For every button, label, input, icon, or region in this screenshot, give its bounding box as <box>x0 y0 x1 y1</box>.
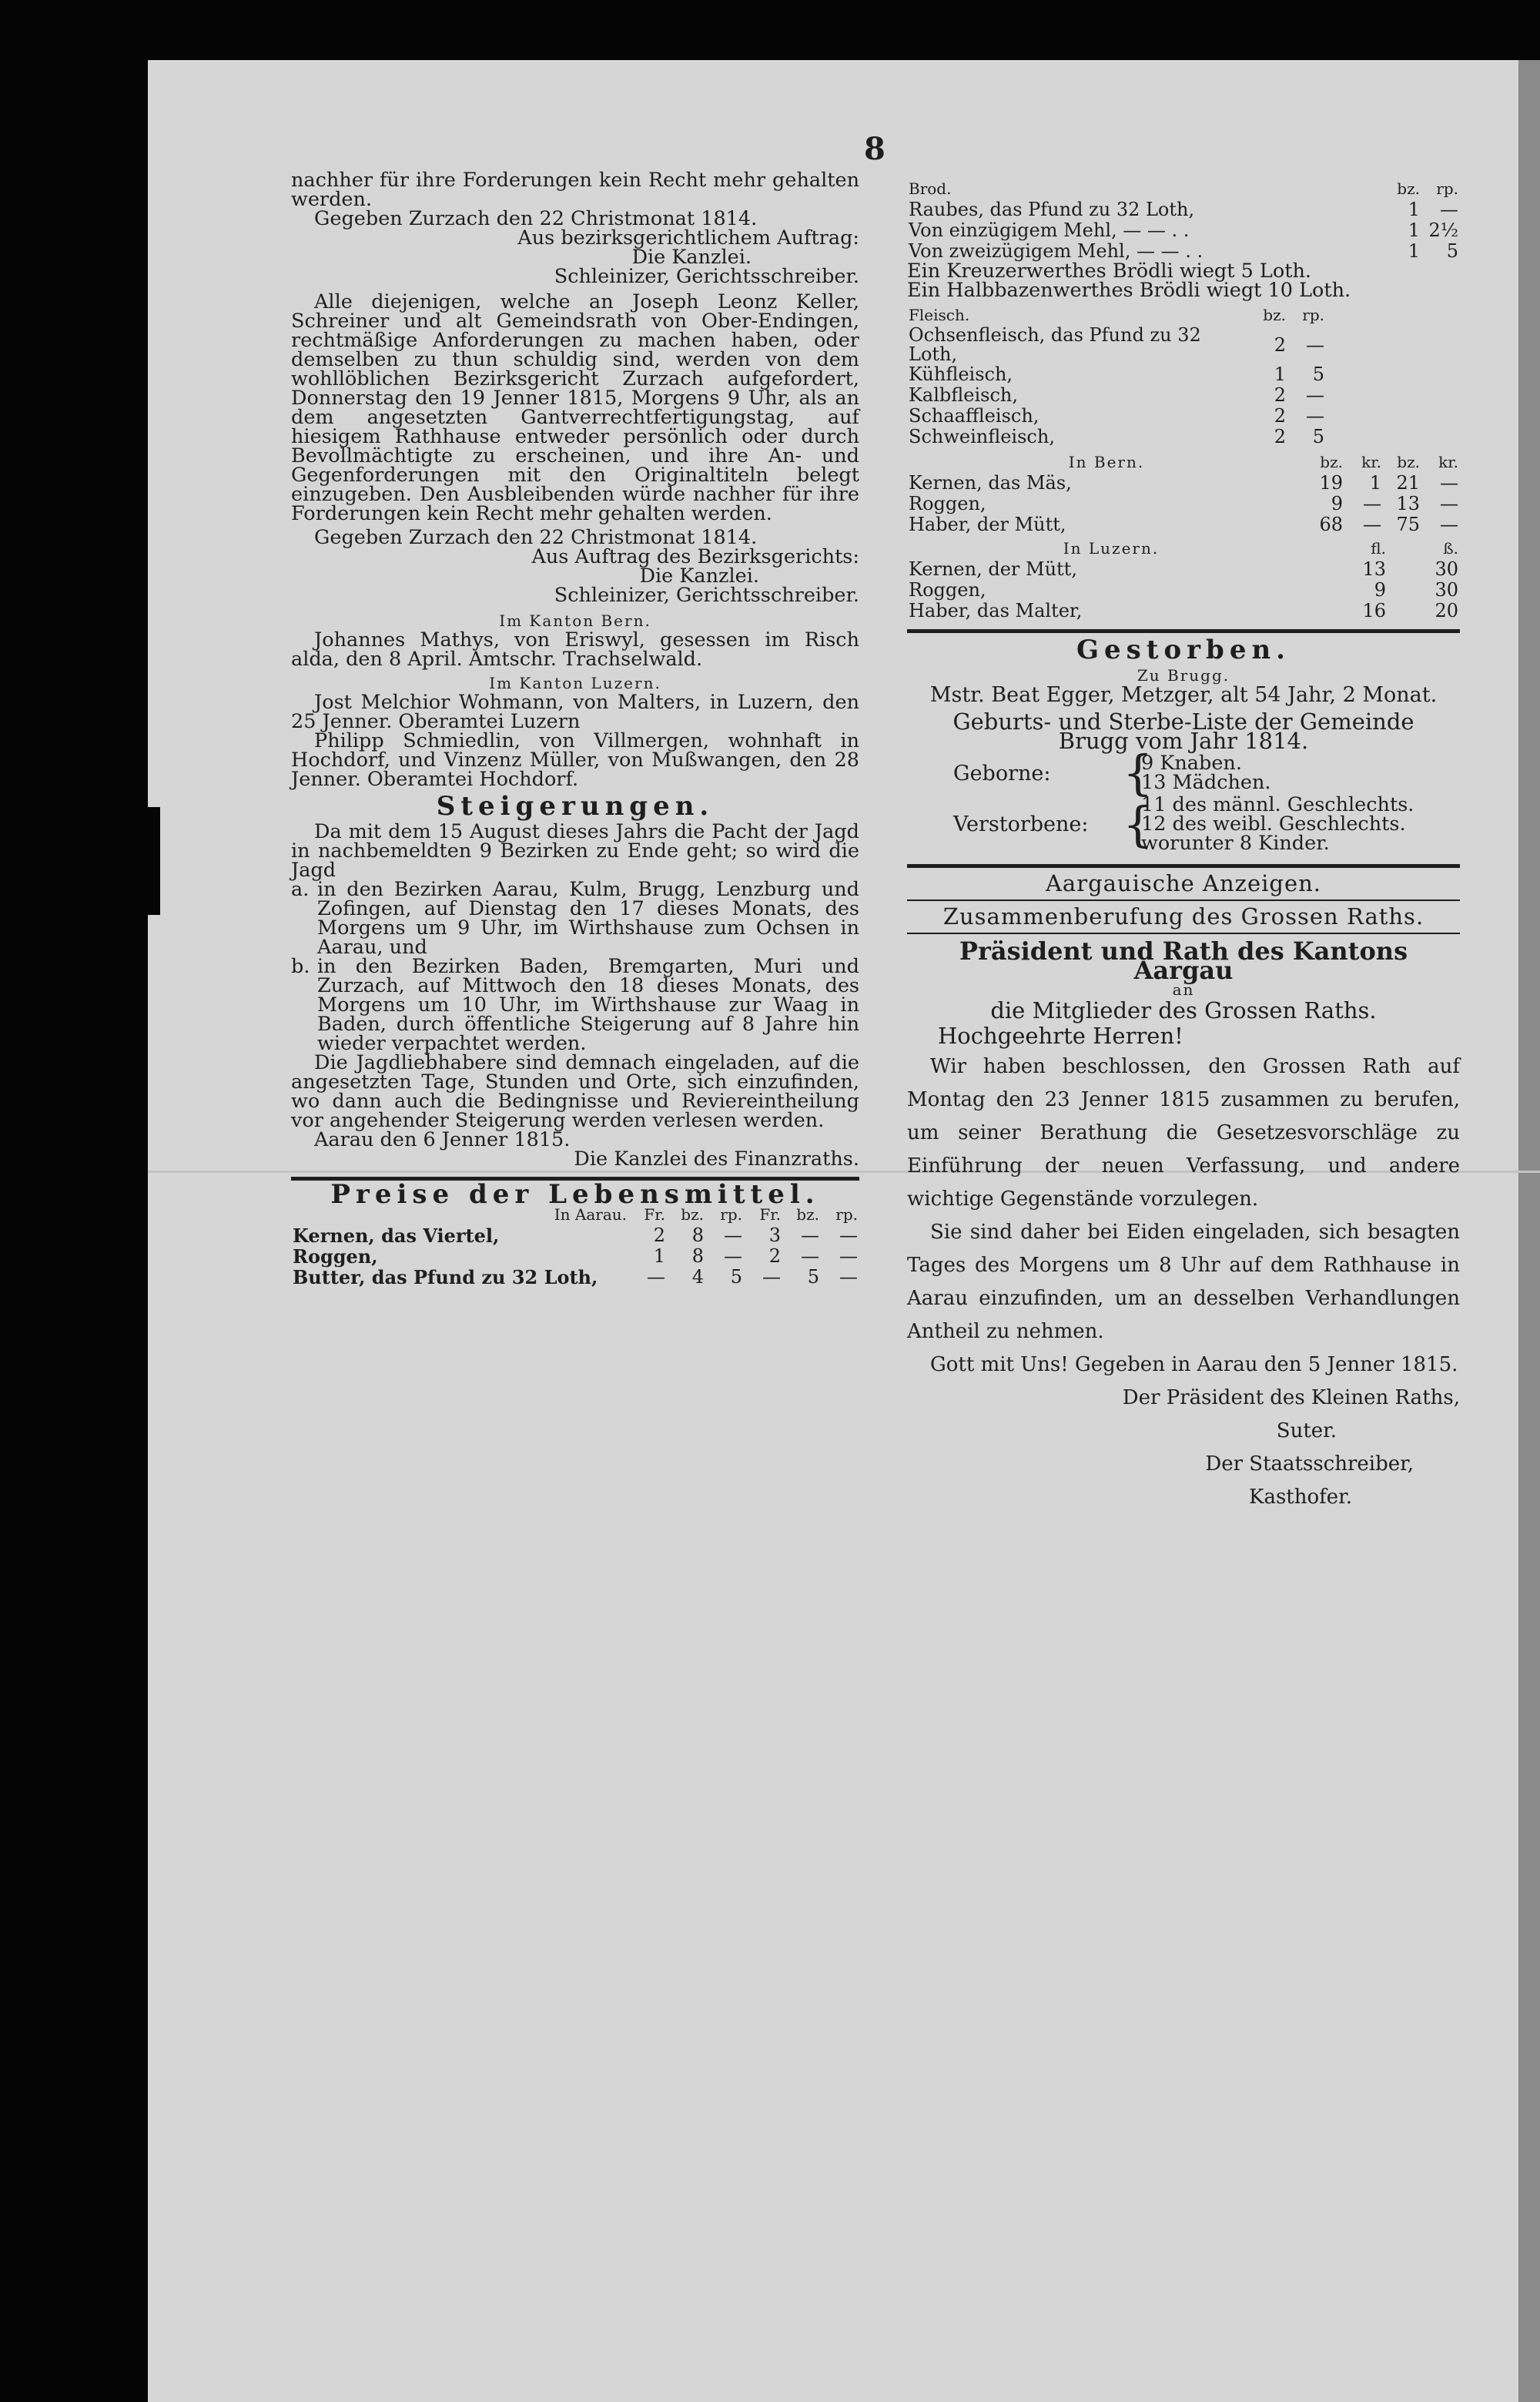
cell: 2½ <box>1428 219 1458 241</box>
page-edge <box>1518 60 1540 2402</box>
luzern-entry-2: Philipp Schmiedlin, von Villmergen, wohnhaft in Hochdorf, und Vinzenz Müller, von Mußwangen, den 28 Jenner. Oberamtei Hochdorf. <box>291 729 859 791</box>
cell: 5 <box>730 1266 742 1288</box>
row-label: Haber, das Malter, <box>909 600 1083 621</box>
steigerungen-signature: Die Kanzlei des Finanzraths. <box>574 1147 859 1171</box>
geborne-label: Geborne: <box>953 761 1051 786</box>
table-row <box>907 406 1460 427</box>
cell: 16 <box>1362 600 1386 621</box>
bern-col: bz. <box>1397 453 1420 471</box>
row-label: Kernen, das Viertel, <box>293 1224 500 1247</box>
cell: 20 <box>1435 600 1458 621</box>
verstorbene-label: Verstorbene: <box>953 812 1089 836</box>
cell: — <box>762 1266 781 1288</box>
row-label: Ochsenfleisch, das Pfund zu 32 Loth, <box>909 324 1201 365</box>
cell: 13 <box>1362 558 1386 580</box>
brace-icon: { <box>1123 745 1153 801</box>
cell: 9 <box>1374 579 1386 601</box>
cell: — <box>1363 514 1381 535</box>
brod-weight-line-1: Ein Kreuzerwerthes Brödli wiegt 5 Loth. <box>907 260 1311 283</box>
cell: — <box>1306 405 1324 427</box>
gestorben-place: Zu Brugg. <box>1137 666 1230 685</box>
cell: 2 <box>1274 426 1286 447</box>
row-label: Schaaffleisch, <box>909 405 1040 427</box>
table-row <box>907 514 1460 535</box>
notice-2-signature-office: Die Kanzlei. <box>639 564 759 588</box>
notice-1-date: Gegeben Zurzach den 22 Christmonat 1814. <box>314 207 758 230</box>
bern-col: kr. <box>1438 453 1458 471</box>
gestorben-entry: Mstr. Beat Egger, Metzger, alt 54 Jahr, 2 Monat. <box>929 683 1438 707</box>
preise-heading: Preise der Lebensmittel. <box>330 1179 820 1210</box>
luzern-col: ß. <box>1443 539 1458 558</box>
cell: 2 <box>1274 384 1286 406</box>
verstorbene-items <box>1141 793 1460 855</box>
brod-heading: Brod. <box>909 179 952 198</box>
praesident-heading: Präsident und Rath des Kantons Aargau <box>959 936 1408 985</box>
row-label: Von zweizügigem Mehl, — — . . <box>909 240 1204 262</box>
table-row <box>907 385 1460 406</box>
luzern-header-row <box>907 538 1460 559</box>
item-a-text: in den Bezirken Aarau, Kulm, Brugg, Lenzburg und Zofingen, auf Dienstag den 17 dieses Monats, des Morgens um 9 Uhr, im Wirthshause zum Ochsen in Aarau, und <box>317 878 859 959</box>
verstorbene-maennl: 11 des männl. Geschlechts. <box>1141 793 1414 816</box>
preise-col: bz. <box>681 1205 704 1224</box>
cell: 13 <box>1396 493 1420 514</box>
cell: 8 <box>691 1245 704 1267</box>
table-row <box>291 1225 859 1246</box>
signature-praesident-title: Der Präsident des Kleinen Raths, <box>1122 1386 1460 1409</box>
section-rule <box>907 933 1460 934</box>
table-row <box>907 199 1460 220</box>
brod-table <box>907 179 1460 262</box>
table-row <box>907 580 1460 601</box>
cell: 5 <box>1312 426 1324 447</box>
notice-1-signature-name: Schleinizer, Gerichtsschreiber. <box>554 265 859 288</box>
item-b-label: b. <box>291 955 310 978</box>
cell: — <box>647 1266 665 1288</box>
brod-col: rp. <box>1436 179 1458 198</box>
table-row <box>907 220 1460 241</box>
table-row <box>291 1267 859 1288</box>
brod-col: bz. <box>1397 179 1420 198</box>
cell: — <box>1440 472 1458 494</box>
geborne-items <box>1141 754 1460 792</box>
cell: — <box>839 1266 858 1288</box>
cell: — <box>1440 199 1458 220</box>
letter-paragraph-2: Sie sind daher bei Eiden eingeladen, sich besagten Tages des Morgens um 8 Uhr auf dem Rathhause in Aarau einzufinden, um an desselben Verhandlungen Antheil zu nehmen. <box>907 1221 1460 1343</box>
luzern-subheading: Im Kanton Luzern. <box>489 674 661 692</box>
fleisch-col: bz. <box>1263 306 1286 324</box>
cell: — <box>801 1245 819 1267</box>
geborne-group <box>953 745 1460 801</box>
notice-1-signature-line: Aus bezirksgerichtlichem Auftrag: <box>517 226 859 250</box>
cell: 1 <box>1408 240 1420 262</box>
geborne-maedchen: 13 Mädchen. <box>1141 771 1271 794</box>
preise-table <box>291 1204 859 1288</box>
right-column <box>907 179 1460 1514</box>
preise-col: Fr. <box>644 1205 665 1224</box>
row-label: Kernen, das Mäs, <box>909 472 1072 494</box>
table-row <box>907 241 1460 262</box>
cell: 1 <box>653 1245 665 1267</box>
salutation: Hochgeehrte Herren! <box>938 1023 1183 1049</box>
binding-hole <box>137 807 160 915</box>
table-row <box>907 326 1460 364</box>
row-label: Kühfleisch, <box>909 363 1013 385</box>
cell: 68 <box>1319 514 1343 535</box>
cell: 3 <box>768 1224 781 1246</box>
page-number: 8 <box>864 131 886 167</box>
cell: 19 <box>1319 472 1343 494</box>
notice-2-date: Gegeben Zurzach den 22 Christmonat 1814. <box>314 526 758 549</box>
cell: 1 <box>1369 472 1381 494</box>
notice-2-signature-line: Aus Auftrag des Bezirksgerichts: <box>531 545 859 568</box>
left-column <box>291 171 859 1288</box>
cell: 8 <box>691 1224 704 1246</box>
cell: 2 <box>1274 333 1286 356</box>
gestorben-heading: Gestorben. <box>1076 635 1291 665</box>
preise-col: rp. <box>835 1205 858 1224</box>
table-row <box>907 427 1460 447</box>
cell: 2 <box>1274 405 1286 427</box>
steigerungen-intro: Da mit dem 15 August dieses Jahrs die Pacht der Jagd in nachbemeldten 9 Bezirken zu Ende geht; so wird die Jagd <box>291 820 859 882</box>
geborne-knaben: 9 Knaben. <box>1141 752 1242 775</box>
verstorbene-group <box>953 793 1460 855</box>
cell: 30 <box>1435 558 1458 580</box>
notice-1-text: nachher für ihre Forderungen kein Recht mehr gehalten werden. <box>291 169 859 211</box>
steigerungen-item-b <box>291 957 859 1054</box>
preise-col: Fr. <box>759 1205 781 1224</box>
cell: — <box>1306 333 1324 356</box>
bern-entry: Johannes Mathys, von Eriswyl, gesessen im Risch alda, den 8 April. Amtschr. Trachselwald. <box>291 628 859 671</box>
preise-col: bz. <box>796 1205 819 1224</box>
luzern-price-heading: In Luzern. <box>1063 539 1160 558</box>
cell: 5 <box>1446 240 1458 262</box>
cell: — <box>1440 514 1458 535</box>
table-row <box>907 601 1460 621</box>
bern-header-row <box>907 452 1460 473</box>
cell: 9 <box>1331 493 1343 514</box>
cell: — <box>839 1224 858 1246</box>
bern-price-table <box>907 452 1460 535</box>
cell: — <box>1440 493 1458 514</box>
cell: — <box>1306 384 1324 406</box>
cell: 1 <box>1274 363 1286 385</box>
cell: 5 <box>1312 363 1324 385</box>
zusammenberufung-heading: Zusammenberufung des Grossen Raths. <box>942 903 1424 930</box>
praesident-addressee: die Mitglieder des Grossen Raths. <box>990 997 1377 1023</box>
signature-praesident-name: Suter. <box>1276 1419 1337 1442</box>
row-label: Schweinfleisch, <box>909 426 1055 447</box>
luzern-entry-1: Jost Melchior Wohmann, von Malters, in Luzern, den 25 Jenner. Oberamtei Luzern <box>291 691 859 733</box>
row-label: Raubes, das Pfund zu 32 Loth, <box>909 199 1195 220</box>
row-label: Von einzügigem Mehl, — — . . <box>909 219 1190 241</box>
notice-2-signature-name: Schleinizer, Gerichtsschreiber. <box>554 584 859 607</box>
cell: — <box>724 1245 742 1267</box>
cell: 5 <box>807 1266 819 1288</box>
row-label: Haber, der Mütt, <box>909 514 1066 535</box>
cell: 2 <box>653 1224 665 1246</box>
cell: 75 <box>1396 514 1420 535</box>
cell: 2 <box>768 1245 781 1267</box>
section-rule <box>907 899 1460 901</box>
steigerungen-item-a <box>291 880 859 957</box>
letter-closing: Gott mit Uns! Gegeben in Aarau den 5 Jenner 1815. <box>930 1353 1458 1376</box>
section-rule <box>907 864 1460 868</box>
row-label: Butter, das Pfund zu 32 Loth, <box>293 1266 598 1288</box>
steigerungen-paragraph: Die Jagdliebhabere sind demnach eingeladen, auf die angesetzten Tage, Stunden und Orte, sich einzufinden, wo dann auch die Bedingnisse und Reviereintheilung vor angehender Steigerung werden verlesen werden. <box>291 1051 859 1132</box>
cell: — <box>839 1245 858 1267</box>
steigerungen-date: Aarau den 6 Jenner 1815. <box>314 1128 571 1151</box>
cell: 1 <box>1408 219 1420 241</box>
cell: — <box>724 1224 742 1246</box>
brace-icon: { <box>1123 796 1153 853</box>
fleisch-heading: Fleisch. <box>909 306 970 324</box>
row-label: Roggen, <box>909 579 986 601</box>
cell: 30 <box>1435 579 1458 601</box>
bern-price-heading: In Bern. <box>1068 453 1145 471</box>
cell: 1 <box>1408 199 1420 220</box>
notice-1-signature-office: Die Kanzlei. <box>631 246 752 269</box>
bern-subheading: Im Kanton Bern. <box>499 611 651 630</box>
table-row <box>907 364 1460 385</box>
cell: 4 <box>691 1266 704 1288</box>
praesident-an: an <box>1172 980 1195 999</box>
cell: — <box>1363 493 1381 514</box>
brod-header-row <box>907 179 1460 199</box>
table-row <box>907 559 1460 580</box>
verstorbene-weibl: 12 des weibl. Geschlechts. <box>1141 812 1406 836</box>
fleisch-header-row <box>907 305 1460 326</box>
signature-staatsschreiber-title: Der Staatsschreiber, <box>1205 1452 1414 1476</box>
luzern-col: fl. <box>1371 539 1386 558</box>
preise-subheading: In Aarau. <box>554 1205 627 1224</box>
section-rule <box>907 629 1460 633</box>
row-label: Kernen, der Mütt, <box>909 558 1077 580</box>
bern-col: bz. <box>1320 453 1343 471</box>
item-b-text: in den Bezirken Baden, Bremgarten, Muri und Zurzach, auf Mittwoch den 18 dieses Monats, des Morgens um 10 Uhr, im Wirthshause zur Waag in Baden, durch öffentliche Steigerung auf 8 Jahre hin wieder verpachtet werden. <box>317 955 859 1055</box>
item-a-label: a. <box>291 878 310 901</box>
anzeigen-heading: Aargauische Anzeigen. <box>1045 870 1322 896</box>
fleisch-col: rp. <box>1302 306 1324 324</box>
signature-staatsschreiber-name: Kasthofer. <box>1249 1486 1352 1509</box>
table-row <box>907 473 1460 494</box>
geburts-liste-heading: Geburts- und Sterbe-Liste der Gemeinde Brugg vom Jahr 1814. <box>952 709 1414 754</box>
fleisch-table <box>907 305 1460 447</box>
row-label: Roggen, <box>293 1245 378 1268</box>
row-label: Kalbfleisch, <box>909 384 1019 406</box>
luzern-price-table <box>907 538 1460 621</box>
steigerungen-heading: Steigerungen. <box>436 791 715 822</box>
row-label: Roggen, <box>909 493 986 514</box>
verstorbene-kinder: worunter 8 Kinder. <box>1141 832 1330 855</box>
cell: — <box>801 1224 819 1246</box>
letter-paragraph-1: Wir haben beschlossen, den Grossen Rath auf Montag den 23 Jenner 1815 zusammen zu berufen, um seiner Berathung die Gesetzesvorschläge zu Einführung der neuen Verfassung, und andere wichtige Gegenstände vorzulegen. <box>907 1055 1460 1211</box>
bern-col: kr. <box>1361 453 1381 471</box>
cell: 21 <box>1396 472 1420 494</box>
brod-weight-line-2: Ein Halbbazenwerthes Brödli wiegt 10 Loth. <box>907 279 1351 302</box>
notice-2-text: Alle diejenigen, welche an Joseph Leonz Keller, Schreiner und alt Gemeindsrath von Ober-Endingen, rechtmäßige Anforderungen zu machen haben, oder demselben zu thun schuldig sind, werden von dem wohllöblichen Bezirksgericht Zurzach aufgefordert, Donnerstag den 19 Jenner 1815, Morgens 9 Uhr, als an dem angesetzten Gantverrechtfertigungstag, auf hiesigem Rathhause entweder persönlich oder durch Bevollmächtigte zu erscheinen, und ihre An- und Gegenforderungen mit den Originaltiteln belegt einzugeben. Den Ausbleibenden würde nachher für ihre Forderungen kein Recht mehr gehalten werden. <box>291 290 859 525</box>
table-row <box>907 494 1460 514</box>
table-row <box>291 1246 859 1267</box>
preise-col: rp. <box>720 1205 742 1224</box>
